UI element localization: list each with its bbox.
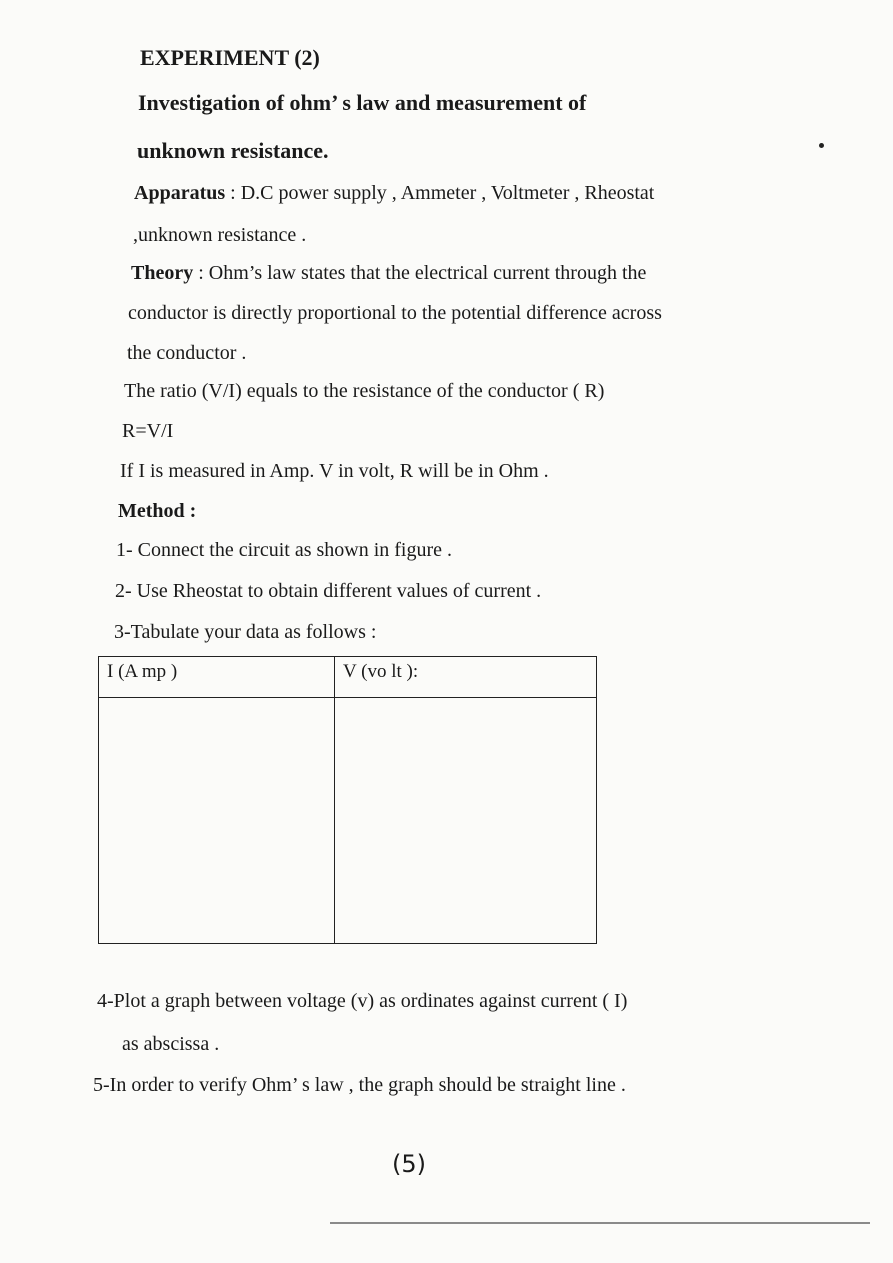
voltage-column-header: V (vo lt ):	[335, 657, 597, 698]
data-table	[98, 656, 597, 944]
voltage-values-cell	[335, 698, 597, 944]
method-label: Method :	[118, 500, 197, 522]
method-step2: 2- Use Rheostat to obtain different values of current .	[115, 580, 542, 602]
page-number: (5)	[392, 1150, 426, 1178]
ratio-text: The ratio (V/I) equals to the resistance of the conductor ( R)	[124, 380, 605, 402]
table-header-row	[99, 657, 597, 698]
theory-line2: conductor is directly proportional to the potential difference across	[128, 302, 662, 324]
method-step3: 3-Tabulate your data as follows :	[114, 621, 377, 643]
method-step1: 1- Connect the circuit as shown in figure .	[116, 539, 453, 561]
apparatus-label: Apparatus	[134, 182, 226, 204]
formula: R=V/I	[122, 420, 174, 442]
experiment-title: EXPERIMENT (2)	[140, 45, 320, 70]
method-step4-line2: as abscissa .	[122, 1033, 220, 1055]
theory-line3: the conductor .	[127, 342, 247, 364]
theory-text: : Ohm’s law states that the electrical current through the	[198, 262, 647, 284]
theory-label: Theory	[131, 262, 194, 284]
experiment-subtitle-line1: Investigation of ohm’ s law and measurement of	[138, 90, 587, 115]
apparatus-line1	[134, 182, 654, 205]
method-step4-line1: 4-Plot a graph between voltage (v) as ordinates against current ( I)	[97, 990, 628, 1012]
apparatus-line2: ,unknown resistance .	[133, 224, 307, 246]
units-text: If I is measured in Amp. V in volt, R will be in Ohm .	[120, 460, 549, 482]
page-bottom-rule	[330, 1222, 870, 1224]
theory-line1	[131, 262, 646, 285]
current-column-header: I (A mp )	[99, 657, 335, 698]
method-step5: 5-In order to verify Ohm’ s law , the graph should be straight line .	[93, 1074, 626, 1096]
experiment-subtitle-line2: unknown resistance.	[137, 138, 329, 163]
ink-speck	[819, 143, 824, 148]
current-values-cell	[99, 698, 335, 944]
table-body-row	[99, 698, 597, 944]
apparatus-text: : D.C power supply , Ammeter , Voltmeter , Rheostat	[230, 182, 655, 204]
